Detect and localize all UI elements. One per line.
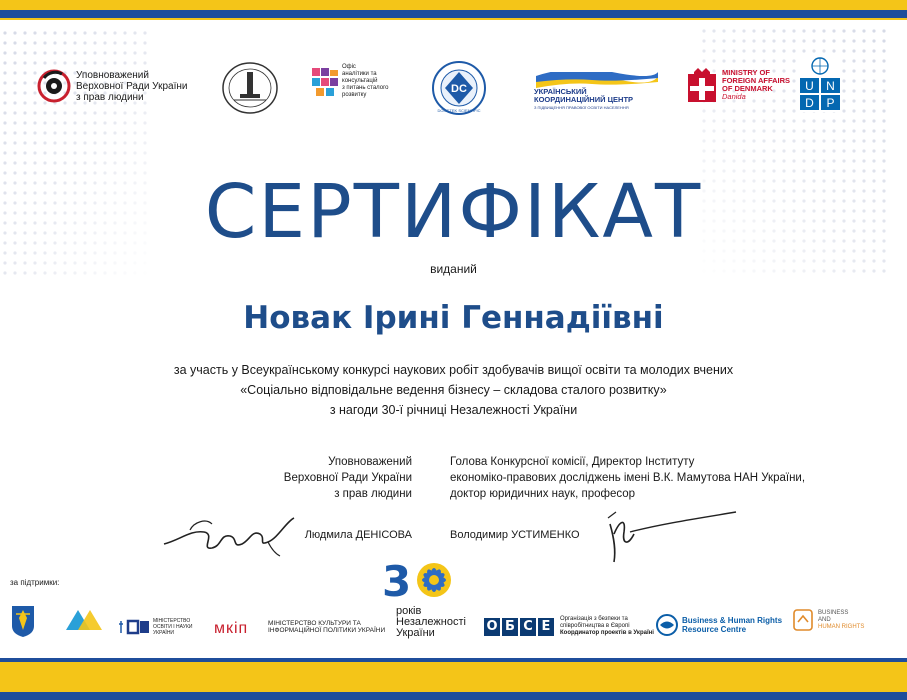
mon-line-3: УКРАЇНИ: [153, 630, 175, 636]
business-and-human-rights-logo: [792, 608, 864, 632]
kyiv-coat-of-arms: [10, 604, 36, 638]
osce-line-1: Організація з безпеки та: [560, 616, 628, 622]
denmark-line-3: OF DENMARK: [722, 84, 773, 93]
anniversary-number-3: 3: [382, 557, 412, 606]
svg-text:мкіп: мкіп: [214, 620, 249, 636]
undp-letter-p: P: [826, 96, 835, 110]
top-blue-stripe: [0, 10, 907, 18]
bhr-line-1: Business & Human Rights: [682, 616, 783, 625]
top-thin-stripe: [0, 18, 907, 20]
ukc-subline: З ПІДВИЩЕННЯ ПРАВОВОЇ ОСВІТИ НАСЕЛЕННЯ: [534, 105, 629, 110]
office-line-1: Офіс: [342, 64, 356, 70]
right-signatory-name: Володимир УСТИМЕНКО: [450, 529, 580, 541]
kyiv-shield-icon: [10, 604, 36, 638]
bhr-line-2: Resource Centre: [682, 625, 747, 634]
svg-text:DC: DC: [451, 83, 467, 95]
denmark-line-2: FOREIGN AFFAIRS: [722, 76, 791, 85]
issued-label: виданий: [430, 262, 477, 276]
certificate-title: СЕРТИФІКАТ: [204, 169, 703, 255]
office-mosaic-icon: [312, 68, 338, 96]
ombudsman-line-1: Уповноважений: [76, 69, 149, 81]
description-line-3: з нагоди 30-ї річниці Незалежності України: [329, 403, 578, 417]
bhr-globe-icon: [656, 614, 678, 636]
dometek-logo: [428, 60, 490, 116]
economy-ministry-logo: [64, 606, 104, 634]
bottom-yellow-stripe: [0, 662, 907, 692]
osce-letter-4: Е: [538, 618, 554, 636]
institute-seal-icon: [220, 60, 280, 116]
undp-letter-u: U: [805, 79, 814, 93]
dc-emblem-icon: [428, 60, 490, 116]
description-line-2: «Соціально відповідальне ведення бізнесу – складова сталого розвитку»: [240, 383, 667, 397]
ombudsman-emblem-icon: [36, 68, 72, 104]
right-signatory-role: Голова Конкурсної комісії, Директор Інституту економіко-правових досліджень імені В.К. Мамутова НАН України, доктор юридичних наук, професор: [450, 456, 806, 500]
ombudsman-line-2: Верховної Ради України: [76, 80, 188, 92]
mon-line-2: ОСВІТИ І НАУКИ: [153, 624, 193, 630]
undp-letter-d: D: [805, 96, 814, 110]
bhr-hands-icon: [792, 608, 814, 632]
osce-line-3: Координатор проектів в Україні: [560, 630, 654, 636]
thirty-years-emblem: [382, 556, 462, 612]
mkip-line-2: ІНФОРМАЦІЙНОЇ ПОЛІТИКИ УКРАЇНИ: [268, 627, 386, 634]
undp-letter-n: N: [826, 79, 835, 93]
left-signatory-name: Людмила ДЕНІСОВА: [304, 529, 412, 541]
bhr2-line-1: BUSINESS: [818, 609, 849, 616]
ukc-line-1: УКРАЇНСЬКИЙ: [534, 87, 587, 96]
ukc-line-2: КООРДИНАЦІЙНИЙ ЦЕНТР: [534, 95, 634, 104]
left-signatory-role: Уповноважений Верховної Ради України з прав людини: [283, 456, 412, 500]
osce-letters: [484, 618, 556, 636]
bhr2-line-2: AND: [818, 616, 831, 623]
education-ministry-icon: [118, 619, 150, 635]
ombudsman-logo: [36, 68, 187, 104]
support-label: за підтримки:: [10, 578, 60, 587]
danida-label: Danida: [722, 92, 746, 101]
anniversary-caption: років Незалежності України: [396, 605, 466, 639]
culture-ministry-logo: [214, 618, 385, 636]
osce-letter-3: С: [520, 618, 536, 636]
economy-ministry-icon: [64, 606, 104, 634]
bhr2-line-3: HUMAN RIGHTS: [818, 623, 865, 630]
mkip-icon: [214, 618, 264, 636]
office-line-2: аналітики та: [342, 71, 377, 77]
osce-letter-2: Б: [502, 618, 518, 636]
mon-line-1: МІНІСТЕРСТВО: [153, 618, 191, 624]
dc-ring-text: DOMETEK SCIENTIFIC: [437, 108, 481, 113]
undp-logo: [798, 56, 842, 112]
denmark-line-1: MINISTRY OF: [722, 68, 770, 77]
office-line-3: консультацій: [342, 78, 378, 84]
office-line-4: з питань сталого: [342, 85, 389, 91]
top-yellow-stripe: [0, 0, 907, 10]
osce-letter-1: О: [484, 618, 500, 636]
denmark-crown-icon: [688, 68, 716, 102]
ukrainian-coordination-centre-logo: [532, 72, 662, 108]
denmark-mfa-logo: [688, 68, 790, 102]
osce-line-2: співробітництва в Європі: [560, 623, 630, 629]
description-line-1: за участь у Всеукраїнському конкурсі наукових робіт здобувачів вищої освіти та молодих вчених: [173, 363, 734, 377]
sustainability-office-logo: [312, 64, 390, 99]
undp-icon: [798, 56, 842, 112]
education-ministry-logo: [118, 618, 192, 636]
institute-seal-logo: [220, 60, 280, 116]
osce-logo: [484, 616, 654, 637]
certificate-description: [0, 360, 907, 420]
ombudsman-line-3: з прав людини: [76, 91, 144, 103]
left-signature-image: [160, 510, 300, 560]
office-line-5: розвитку: [342, 92, 367, 98]
mkip-line-1: МІНІСТЕРСТВО КУЛЬТУРИ ТА: [268, 620, 361, 627]
flower-icon: [417, 563, 451, 597]
bottom-blue-band: [0, 692, 907, 700]
recipient-name: Новак Ірині Геннадіївні: [243, 300, 664, 336]
business-human-rights-resource-centre-logo: [656, 614, 782, 636]
